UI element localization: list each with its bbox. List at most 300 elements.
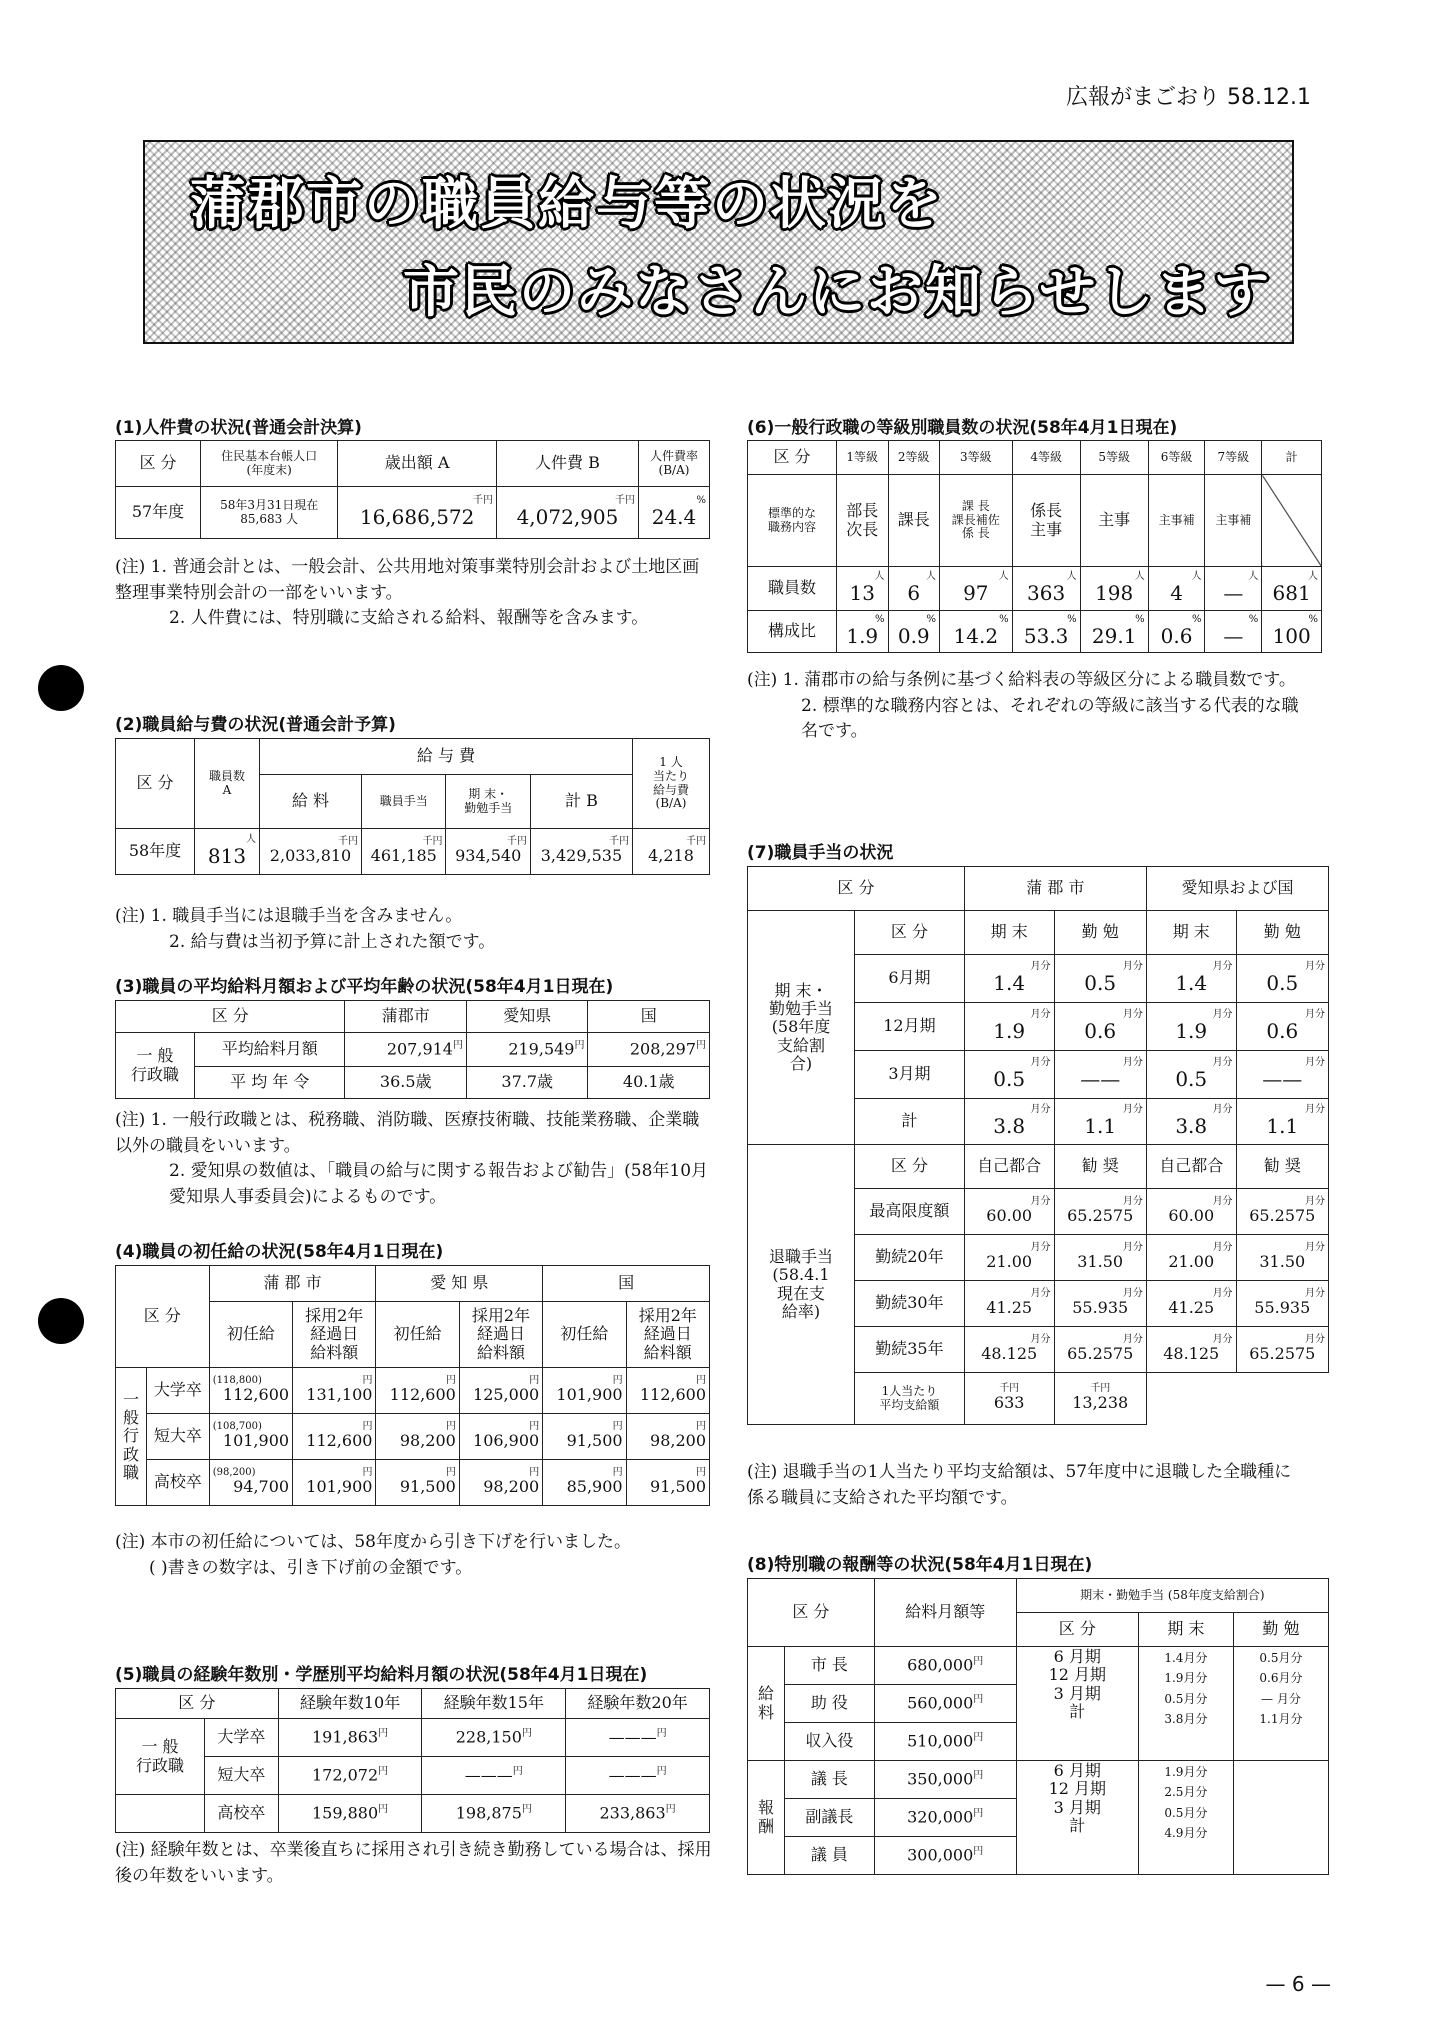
s3-group: 一 般 行政職 (116, 1033, 195, 1099)
s1-h1: 住民基本台帳人口 (年度末) (201, 441, 338, 487)
s7-avg: 13,238 (1072, 1393, 1129, 1413)
s7-v: 65.2575 (1067, 1344, 1134, 1364)
s3-table (115, 1000, 710, 1099)
s8-h-bonus: 期末・勤勉手当 (58年度支給割合) (1016, 1579, 1328, 1613)
s6-h: 2等級 (888, 441, 940, 475)
unit: 円 (378, 1804, 389, 1816)
s8-periods: 6 月期 12 月期 3 月期 計 (1016, 1761, 1138, 1875)
s8-h-kubun: 区 分 (748, 1579, 875, 1647)
s6-ratio: 14.2 (953, 624, 999, 648)
s7-v: 3.8 (993, 1114, 1026, 1138)
s6-ratio: 29.1 (1091, 624, 1137, 648)
s4-v: 101,900 (306, 1477, 373, 1497)
unit: 月分 (1030, 1104, 1051, 1115)
s7-sub: 勤 勉 (1236, 911, 1328, 955)
s4-prev: (98,200) (212, 1467, 256, 1479)
s4-label: 大学卒 (147, 1368, 210, 1414)
s7-v: 55.935 (1254, 1298, 1311, 1318)
s8-label: 市 長 (785, 1647, 875, 1685)
s4-prev: (108,700) (212, 1421, 262, 1433)
s3-h2: 愛知県 (466, 1001, 588, 1033)
s8-v: 510,000 (907, 1731, 974, 1751)
s4-v: 98,200 (483, 1477, 540, 1497)
unit: 人 (874, 571, 885, 582)
unit: 円 (973, 1808, 984, 1820)
s6-count: 13 (849, 581, 875, 605)
s7-label: 12月期 (855, 1003, 965, 1051)
unit: % (874, 614, 885, 625)
unit: 月分 (1212, 1288, 1233, 1300)
s6-table (747, 440, 1322, 653)
unit: 月分 (1030, 961, 1051, 972)
punch-hole (38, 665, 84, 711)
unit: 円 (529, 1375, 540, 1387)
s4-h-col: 蒲 郡 市 (209, 1266, 376, 1302)
s1-rate: 24.4 (651, 505, 697, 529)
unit: 月分 (1030, 1057, 1051, 1068)
unit: 千円 (609, 836, 629, 848)
s7-label: 6月期 (855, 955, 965, 1003)
s5-v: 159,880 (311, 1803, 379, 1823)
s4-v: 125,000 (473, 1385, 540, 1405)
s7-v: 31.50 (1259, 1252, 1306, 1272)
unit: % (1191, 614, 1202, 625)
s2-h-allow: 職員手当 (362, 775, 446, 829)
s4-label: 高校卒 (147, 1460, 210, 1506)
s5-h0: 区 分 (116, 1689, 279, 1719)
unit: % (926, 614, 936, 625)
s7-h-aichi: 愛知県および国 (1146, 867, 1328, 911)
s7-v: 48.125 (981, 1344, 1038, 1364)
s5-v: 191,863 (311, 1727, 379, 1747)
s1-table (115, 440, 710, 539)
s7-label: 勤続30年 (855, 1281, 965, 1327)
s5-v: ——— (608, 1727, 657, 1747)
s8-sub: 期 末 (1138, 1613, 1233, 1647)
s2-bonus: 934,540 (455, 846, 522, 866)
s7-v: 31.50 (1077, 1252, 1124, 1272)
s7-v: 0.6 (1266, 1019, 1299, 1043)
s4-prev: (118,800) (212, 1375, 262, 1387)
unit: 月分 (1030, 1196, 1051, 1208)
unit: 月分 (1305, 1104, 1325, 1115)
s7-sub: 期 末 (964, 911, 1054, 955)
s8-sub: 区 分 (1016, 1613, 1138, 1647)
s3-v: 37.7歳 (466, 1067, 588, 1099)
s6-ratio: 0.6 (1160, 624, 1193, 648)
s5-h2: 経験年数15年 (422, 1689, 566, 1719)
s7-v: 1.9 (1175, 1019, 1208, 1043)
unit: 月分 (1122, 961, 1143, 972)
unit: 円 (529, 1467, 540, 1479)
s2-label: 58年度 (116, 829, 195, 875)
s4-v: 101,900 (556, 1385, 623, 1405)
s4-sub: 採用2年 経過日 給料額 (626, 1302, 709, 1368)
unit: 円 (656, 1766, 667, 1778)
s4-table (115, 1265, 710, 1506)
s4-v: 112,600 (306, 1431, 373, 1451)
s7-v: 0.6 (1084, 1019, 1117, 1043)
s7-title: (7)職員手当の状況 (747, 843, 894, 863)
s3-label: 平均給料月額 (195, 1033, 345, 1067)
s2-h-per: 1 人 当たり 給与費 (B/A) (633, 739, 710, 829)
s8-group: 給 料 (748, 1647, 785, 1761)
unit: 月分 (1212, 1057, 1233, 1068)
s4-sub: 初任給 (376, 1302, 459, 1368)
s3-h0: 区 分 (116, 1001, 345, 1033)
unit: 月分 (1122, 1057, 1143, 1068)
s7-v: 0.5 (1175, 1067, 1208, 1091)
unit: 千円 (472, 495, 493, 506)
s7-sub: 勧 奨 (1236, 1145, 1328, 1189)
s5-group: 一 般 行政職 (116, 1719, 205, 1795)
s7-sub: 区 分 (855, 911, 965, 955)
s3-v: 207,914 (386, 1039, 453, 1059)
s2-per: 4,218 (648, 846, 694, 866)
s8-v: 320,000 (907, 1807, 974, 1827)
unit: 千円 (999, 1383, 1020, 1395)
unit: 月分 (1305, 1057, 1325, 1068)
unit: 円 (696, 1375, 706, 1387)
s7-v: 60.00 (1168, 1206, 1215, 1226)
s6-ratio: 100 (1272, 624, 1311, 648)
s6-count: 198 (1095, 581, 1134, 605)
s1-title: (1)人件費の状況(普通会計決算) (115, 418, 362, 438)
unit: 円 (973, 1732, 984, 1744)
s6-ratio: 53.3 (1023, 624, 1069, 648)
s7-v: 60.00 (986, 1206, 1033, 1226)
page-number: — 6 — (1265, 1972, 1331, 1996)
unit: 円 (973, 1656, 984, 1668)
s7-v: 1.1 (1084, 1114, 1117, 1138)
unit: 月分 (1305, 1288, 1325, 1300)
unit: % (696, 495, 706, 506)
s6-ratio: — (1223, 624, 1244, 648)
s1-label: 57年度 (116, 487, 201, 539)
unit: 月分 (1212, 961, 1233, 972)
unit: 月分 (1122, 1009, 1143, 1020)
unit: 円 (378, 1766, 389, 1778)
s7-sub: 期 末 (1146, 911, 1236, 955)
s6-duty: 課長 (888, 475, 940, 567)
unit: 円 (612, 1467, 623, 1479)
s8-label: 助 役 (785, 1685, 875, 1723)
s6-title: (6)一般行政職の等級別職員数の状況(58年4月1日現在) (747, 418, 1178, 438)
unit: 千円 (506, 836, 527, 848)
s5-v: ——— (464, 1765, 513, 1785)
unit: 円 (696, 1467, 706, 1479)
unit: 円 (665, 1804, 676, 1816)
s2-salary: 2,033,810 (269, 846, 352, 866)
s6-duty: 主事補 (1148, 475, 1205, 567)
s8-table (747, 1578, 1329, 1875)
unit: 千円 (338, 836, 359, 848)
unit: 月分 (1212, 1334, 1233, 1346)
s2-count: 813 (207, 844, 247, 868)
s7-v: 1.9 (993, 1019, 1026, 1043)
s5-label: 大学卒 (205, 1719, 279, 1757)
unit: 月分 (1305, 1196, 1325, 1208)
s5-v: 228,150 (455, 1727, 522, 1747)
s7-v: 1.4 (993, 971, 1026, 995)
s6-count: 4 (1170, 581, 1183, 605)
unit: 千円 (422, 836, 443, 848)
unit: 人 (1248, 571, 1259, 582)
s7-sub: 自己都合 (964, 1145, 1054, 1189)
s4-sub: 採用2年 経過日 給料額 (459, 1302, 542, 1368)
unit: 人 (1191, 571, 1202, 582)
unit: 円 (529, 1421, 540, 1433)
s6-duty-label: 標準的な 職務内容 (748, 475, 837, 567)
s8-label: 議 長 (785, 1761, 875, 1799)
s4-h-col: 愛 知 県 (376, 1266, 543, 1302)
unit: 円 (378, 1728, 389, 1740)
s8-periods: 6 月期 12 月期 3 月期 計 (1016, 1647, 1138, 1761)
s4-sub: 初任給 (543, 1302, 626, 1368)
s7-v: —— (1262, 1067, 1303, 1091)
s3-v: 219,549 (508, 1039, 575, 1059)
s7-label: 勤続35年 (855, 1327, 965, 1373)
s7-v: 1.4 (1175, 971, 1208, 995)
s7-v: —— (1080, 1067, 1121, 1091)
unit: 千円 (615, 495, 635, 506)
s4-v: 91,500 (399, 1477, 456, 1497)
unit: 円 (656, 1728, 667, 1740)
unit: 月分 (1030, 1288, 1051, 1300)
s3-notes (115, 1108, 715, 1210)
note: (注) 退職手当の1人当たり平均支給額は、57年度中に退職した全職種に係る職員に支給された平均額です。 (747, 1462, 1292, 1508)
s1-lab: 4,072,905 (516, 505, 619, 529)
s7-v: 65.2575 (1249, 1206, 1316, 1226)
unit: 人 (246, 834, 256, 845)
unit: 月分 (1212, 1196, 1233, 1208)
s8-label: 副議長 (785, 1799, 875, 1837)
s4-v: 112,600 (389, 1385, 456, 1405)
unit: 円 (452, 1040, 463, 1052)
s4-v: 101,900 (222, 1431, 290, 1451)
s7-sub: 区 分 (855, 1145, 965, 1189)
s6-h: 区 分 (748, 441, 837, 475)
unit: 円 (696, 1421, 706, 1433)
s7-notes (747, 1460, 1307, 1511)
s3-title: (3)職員の平均給料月額および平均年齢の状況(58年4月1日現在) (115, 977, 614, 997)
unit: 月分 (1030, 1242, 1051, 1254)
s3-label: 平 均 年 令 (195, 1067, 345, 1099)
s5-title: (5)職員の経験年数別・学歴別平均給料月額の状況(58年4月1日現在) (115, 1665, 648, 1685)
s4-v: 106,900 (473, 1431, 540, 1451)
s8-v: 680,000 (907, 1655, 974, 1675)
s6-duty: 課 長 課長補佐 係 長 (940, 475, 1013, 567)
s6-count: 363 (1027, 581, 1066, 605)
unit: 月分 (1305, 1242, 1325, 1254)
unit: 人 (1066, 571, 1077, 582)
s8-h-monthly: 給料月額等 (874, 1579, 1016, 1647)
s6-h: 計 (1262, 441, 1322, 475)
s7-retire-label: 退職手当 (58.4.1 現在支 給率) (748, 1145, 855, 1425)
unit: 円 (512, 1766, 523, 1778)
note: ( )書きの数字は、引き下げ前の金額です。 (149, 1557, 473, 1578)
s4-h-kubun: 区 分 (116, 1266, 210, 1368)
unit: 円 (521, 1804, 532, 1816)
unit: 人 (1308, 571, 1318, 582)
s7-v: 0.5 (1266, 971, 1299, 995)
s4-v: 85,900 (566, 1477, 623, 1497)
unit: 円 (973, 1770, 984, 1782)
unit: 月分 (1030, 1334, 1051, 1346)
s7-bonus-label: 期 末・ 勤勉手当 (58年度 支給割 合) (748, 911, 855, 1145)
s2-h-group: 給 与 費 (260, 739, 633, 775)
note: (注) 1. 普通会計とは、一般会計、公共用地対策事業特別会計および土地区画整理事業特別会計の一部をいいます。 (115, 557, 700, 603)
s3-v: 208,297 (629, 1039, 696, 1059)
s1-notes (115, 555, 715, 632)
s3-v: 40.1歳 (588, 1067, 710, 1099)
s6-h: 4等級 (1012, 441, 1080, 475)
s8-dil: 0.5月分 0.6月分 — 月分 1.1月分 (1233, 1647, 1328, 1761)
s7-v: 0.5 (993, 1067, 1026, 1091)
s7-v: 41.25 (986, 1298, 1033, 1318)
unit: % (1308, 614, 1318, 625)
unit: 人 (998, 571, 1009, 582)
s7-label: 計 (855, 1099, 965, 1145)
unit: 円 (612, 1421, 623, 1433)
unit: % (1248, 614, 1259, 625)
s7-sub: 自己都合 (1146, 1145, 1236, 1189)
unit: 円 (362, 1375, 373, 1387)
s6-duty: 係長 主事 (1012, 475, 1080, 567)
unit: 円 (445, 1421, 456, 1433)
s4-v: 98,200 (650, 1431, 706, 1451)
unit: 月分 (1305, 1334, 1325, 1346)
title-banner (143, 140, 1294, 344)
note: (注) 1. 蒲郡市の給与条例に基づく給料表の等級区分による職員数です。 (747, 670, 1296, 690)
s1-h4: 人件費率 (B/A) (639, 441, 710, 487)
unit: 人 (926, 571, 936, 582)
s8-sub: 勤 勉 (1233, 1613, 1328, 1647)
punch-hole (38, 1298, 84, 1344)
s2-title: (2)職員給与費の状況(普通会計予算) (115, 715, 396, 735)
s7-v: 55.935 (1072, 1298, 1129, 1318)
s5-v: 233,863 (599, 1803, 666, 1823)
s5-label: 短大卒 (205, 1757, 279, 1795)
s8-end: 1.9月分 2.5月分 0.5月分 4.9月分 (1138, 1761, 1233, 1875)
s7-v: 65.2575 (1067, 1206, 1134, 1226)
s5-h3: 経験年数20年 (566, 1689, 710, 1719)
s7-h-gamagori: 蒲 郡 市 (964, 867, 1146, 911)
s6-duty: 主事補 (1205, 475, 1262, 567)
unit: 月分 (1122, 1334, 1143, 1346)
unit: 月分 (1030, 1009, 1051, 1020)
s4-v: 112,600 (639, 1385, 706, 1405)
header-text: 広報がまごおり 58.12.1 (1066, 85, 1311, 110)
s2-allow: 461,185 (370, 846, 437, 866)
s6-h: 6等級 (1148, 441, 1205, 475)
s6-count: 97 (963, 581, 989, 605)
s2-h-total: 計 B (530, 775, 632, 829)
note: (注) 本市の初任給については、58年度から引き下げを行いました。 (115, 1532, 631, 1552)
s5-notes (115, 1838, 715, 1889)
s6-h: 7等級 (1205, 441, 1262, 475)
note: 2. 愛知県の数値は、「職員の給与に関する報告および勧告」(58年10月愛知県人事委員会)によるものです。 (169, 1161, 709, 1207)
unit: % (1135, 614, 1145, 625)
unit: % (999, 614, 1009, 625)
s5-h1: 経験年数10年 (278, 1689, 422, 1719)
unit: % (1067, 614, 1077, 625)
note: (注) 1. 職員手当には退職手当を含みません。 (115, 906, 463, 926)
s7-v: 1.1 (1266, 1114, 1299, 1138)
s6-h: 1等級 (837, 441, 889, 475)
s6-h: 5等級 (1080, 441, 1148, 475)
s7-sub: 勤 勉 (1054, 911, 1146, 955)
s5-table (115, 1688, 710, 1833)
s4-v: 91,500 (650, 1477, 706, 1497)
s1-h3: 人件費 B (496, 441, 638, 487)
unit: 月分 (1122, 1196, 1143, 1208)
s6-count: 6 (907, 581, 921, 605)
s3-v: 36.5歳 (345, 1067, 467, 1099)
s6-notes (747, 668, 1307, 745)
s4-sub: 採用2年 経過日 給料額 (293, 1302, 376, 1368)
unit: 円 (612, 1375, 623, 1387)
banner-line2: 市民のみなさんにお知らせします (403, 260, 1272, 325)
s8-v: 300,000 (907, 1845, 974, 1865)
s7-sub: 勧 奨 (1054, 1145, 1146, 1189)
s4-notes (115, 1530, 715, 1581)
s2-total: 3,429,535 (540, 846, 623, 866)
note: 2. 給与費は当初予算に計上された額です。 (169, 931, 496, 952)
unit: 円 (696, 1040, 706, 1052)
s8-label: 収入役 (785, 1723, 875, 1761)
s2-h-count: 職員数 A (195, 739, 260, 829)
s7-v: 65.2575 (1249, 1344, 1316, 1364)
s7-label: 最高限度額 (855, 1189, 965, 1235)
s4-v: 91,500 (566, 1431, 623, 1451)
s4-group: 一 般 行 政 職 (116, 1368, 147, 1506)
unit: 月分 (1122, 1104, 1143, 1115)
unit: 月分 (1212, 1009, 1233, 1020)
note: 2. 人件費には、特別職に支給される給料、報酬等を含みます。 (169, 608, 649, 628)
s7-label: 勤続20年 (855, 1235, 965, 1281)
unit: 円 (445, 1375, 456, 1387)
unit: 月分 (1212, 1104, 1233, 1115)
unit: 円 (362, 1421, 373, 1433)
s7-v: 41.25 (1168, 1298, 1215, 1318)
s6-ratio: 1.9 (846, 624, 879, 648)
s1-exp: 16,686,572 (359, 505, 475, 529)
s6-diagonal (1262, 475, 1322, 567)
unit: 円 (574, 1040, 585, 1052)
s2-notes (115, 904, 715, 955)
note: (注) 経験年数とは、卒業後直ちに採用され引き続き勤務している場合は、採用後の年数をいいます。 (115, 1840, 712, 1886)
s4-h-col: 国 (543, 1266, 710, 1302)
s2-table (115, 738, 710, 875)
s3-h3: 国 (588, 1001, 710, 1033)
s7-v: 21.00 (986, 1252, 1033, 1272)
s6-count-label: 職員数 (748, 567, 837, 611)
s8-v: 560,000 (907, 1693, 974, 1713)
unit: 千円 (686, 836, 706, 848)
s4-title: (4)職員の初任給の状況(58年4月1日現在) (115, 1242, 444, 1262)
note: (注) 1. 一般行政職とは、税務職、消防職、医療技術職、技能業務職、企業職以外の職員をいいます。 (115, 1110, 700, 1156)
s4-v: 112,600 (222, 1385, 290, 1405)
s7-label: 3月期 (855, 1051, 965, 1099)
s2-h-kubun: 区 分 (116, 739, 195, 829)
s7-v: 21.00 (1168, 1252, 1215, 1272)
s6-ratio: 0.9 (897, 624, 930, 648)
s1-h0: 区 分 (116, 441, 201, 487)
s3-h1: 蒲郡市 (345, 1001, 467, 1033)
unit: 人 (1134, 571, 1145, 582)
s8-end: 1.4月分 1.9月分 0.5月分 3.8月分 (1138, 1647, 1233, 1761)
